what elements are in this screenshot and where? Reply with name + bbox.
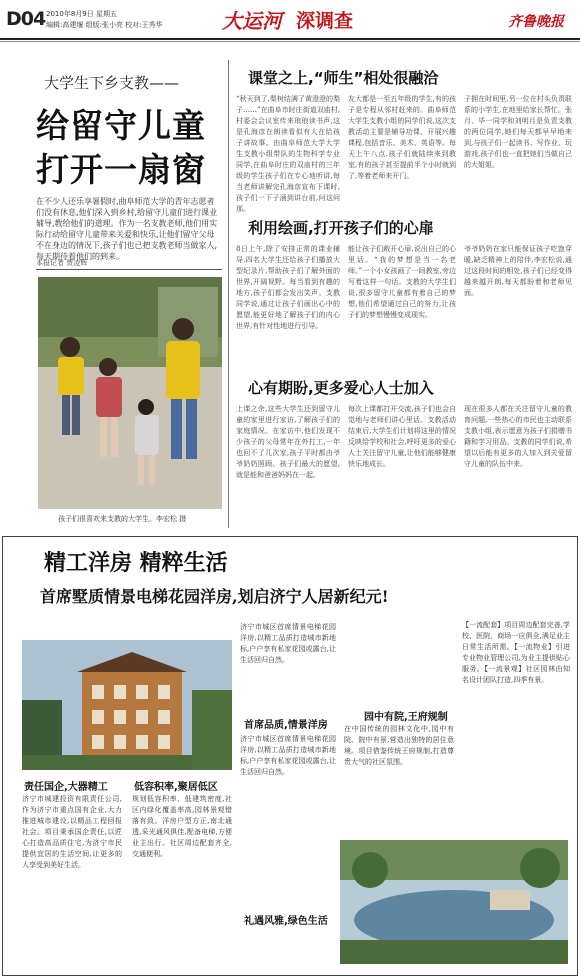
- column-separator: [228, 60, 229, 528]
- landscape-render-image: [340, 840, 568, 964]
- ad-col-3-text: 济宁市城区首席情景电梯花园洋房,以精工品质打造城市新地标,户户享有私家花园或露台,让生活回归自然。: [240, 735, 336, 776]
- page-header: [0, 0, 580, 42]
- children-photo: [38, 277, 222, 509]
- headline-line-1: 给留守儿童: [36, 106, 206, 145]
- section-2-heading: 利用绘画,打开孩子们的心扉: [248, 219, 434, 237]
- ad-subtitle: 首席墅质情景电梯花园洋房,划启济宁人居新纪元!: [40, 587, 389, 606]
- header-rule: [0, 38, 580, 40]
- building-render-image: [22, 640, 232, 770]
- ad-col-3-heading: 首席品质,情景洋房: [244, 720, 328, 731]
- intro-text: 在不少人还乐享暑假时,曲阜师范大学的青年志愿者们没有休息,他们深入到乡村,给留守儿童们进行课业辅导,教给他们的道理。作为一名支教老师,他们用实际行动给留守儿童带来关爱和快乐,让他们留守父母不在身边的情况下,孩子们也已把支教老师当做家人,每天期待着他们的到来。: [36, 197, 218, 261]
- ad-col-5-text: 【一流配套】项目周边配套完善,学校、医院、商场一应俱全,满足业主日常生活所需。【一流物业】引进专业物业管理公司,为业主提供贴心服务。【一流景观】社区园林由知名设计团队打造,四季有景。: [462, 621, 570, 684]
- date-line: 2010年8月9日 星期五: [46, 10, 117, 18]
- ad-col-4-text: 在中国传统的园林文化中,园中有院、院中有景,营造出独特的居住意境。项目借鉴传统王府规制,打造尊贵大气的社区氛围。: [344, 725, 454, 766]
- staff-line: 编辑:高建堰 组版:张小亮 校对:王秀华: [46, 21, 163, 29]
- kicker: 大学生下乡支教——: [44, 74, 180, 92]
- section-1-heading: 课堂之上,“师生”相处很融洽: [248, 69, 439, 87]
- section-1-col-1: “秋天到了,梨树结满了黄澄澄的梨子……”在曲阜市时庄街道双庙村,村委会会议室传来琅琅读书声,这是孔海彦在朗读看似有人在给孩子讲故事。由曲阜师范大学大学生支教小组带队的生物科学专业同学,在曲阜时庄的双庙村的三年级的学生孩子们在专心地听讲,每当老师讲解完孔海彦宣布下课时,孩子们一下子涌到讲台前,问这问那。: [236, 95, 340, 213]
- ad-col-4-heading: 园中有院,王府规制: [364, 712, 448, 723]
- section-3-col-2: 每次上课都打开交流,孩子们也会自觉地与老师们讲心里话。支教活动结束后,大学生们计划将这里的情况反映给学校和社会,呼吁更多的爱心人士关注留守儿童,让他们能够健康快乐地成长。: [348, 405, 456, 468]
- section-2-col-2: 能让孩子们敞开心扉,说出自己的心里话。“我的梦想是当一名老师。”一个小女孩画了一间教室,旁边写着这样一句话。支教的大学生们说,很多留守儿童都有着自己的梦想,他们希望通过自己的努力,让孩子们的梦想慢慢变成现实。: [348, 245, 456, 319]
- section-3-col-1: 上课之余,这些大学生还到留守儿童的家里进行家访,了解孩子们的家庭情况。在家访中,他们发现不少孩子的父母常年在外打工,一年也回不了几次家,孩子平时都由爷爷奶奶照顾。孩子们最大的愿望,就是能和爸爸妈妈在一起。: [236, 405, 340, 479]
- ad-col-2-text: 规划低容积率、低建筑密度,社区内绿化覆盖率高,园林景观错落有致。洋房户型方正,南北通透,采光通风俱佳,配备电梯,方便业主出行。社区周边配套齐全,交通便利。: [132, 795, 232, 858]
- ad-col-3-intro: 济宁市城区首席情景电梯花园洋房,以精工品质打造城市新地标,户户享有私家花园或露台,让生活回归自然。: [240, 623, 336, 664]
- column-name-2: 深调查: [296, 10, 354, 32]
- section-3-heading: 心有期盼,更多爱心人士加入: [248, 379, 434, 397]
- column-name-1: 大运河: [222, 9, 282, 33]
- section-3-col-3: 现在很多人都在关注留守儿童的教育问题,一些热心的市民也主动联系支教小组,表示愿意为孩子们捐赠书籍和学习用品。支教的同学们说,希望以后能有更多的人加入到关爱留守儿童的队伍中来。: [464, 405, 572, 468]
- ad-col-2-heading: 低容积率,聚居低区: [134, 782, 218, 793]
- section-2-col-3: 爷爷奶奶在家只能保证孩子吃饱穿暖,缺乏精神上的陪伴,李宏松说,通过这段时间的相处,孩子们已经变得越来越开朗,每天都盼着和老师见面。: [464, 245, 572, 297]
- page-number: D04: [6, 8, 46, 30]
- ad-title: 精工洋房 精粹生活: [44, 551, 228, 576]
- byline: 本报记者 贾凌辉: [36, 259, 88, 267]
- headline-line-2: 打开一扇窗: [36, 150, 206, 189]
- section-1-col-2: 友大都是一至五年级的学生,有的孩子是专程从邻村赶来的。曲阜师范大学生支教小组的同学们说,这次支教活动主要是辅导功课、开展兴趣课程,包括音乐、美术、英语等。每天上午八点,孩子们就陆续来到教室,有的孩子甚至提前半个小时就到了,等着老师来开门。: [348, 95, 456, 180]
- section-1-col-3: 子拥在时间里,另一位在村头负责联系的小学生,在地里给家长帮忙。张月、毕一同学和刘明月是负责支教的两位同学,她们每天都早早地来到,与孩子们一起读书、写作业、玩游戏,孩子们也一直把她们当做自己的大姐姐。: [464, 95, 572, 169]
- ad-col-3b-heading: 礼遇风雅,绿色生活: [244, 916, 328, 927]
- header-rule-thin: [0, 41, 580, 42]
- photo-caption: 孩子们很喜欢来支教的大学生。李宏松 摄: [58, 515, 187, 523]
- ad-col-1-text: 济宁市城建投资有限责任公司,作为济宁市重点国有企业,大力推进城市建设,以精品工程回报社会。项目秉承国企责任,以匠心打造高品质住宅,为济宁市民提供宜居的生活空间,让更多的人享受到美好生活。: [22, 795, 122, 869]
- ad-col-1-heading: 责任国企,大器精工: [24, 782, 108, 793]
- byline-rule: [36, 269, 222, 270]
- section-2-col-1: 8日上午,除了安排正常的课业辅导,四名大学生还给孩子们播放大型纪录片,帮助孩子们了解外面的世界,开阔视野。每当看到有趣的地方,孩子们都会发出笑声。支教同学说,通过让孩子们画出心中的愿望,能更好地了解孩子们的内心世界,有针对性地进行引导。: [236, 245, 340, 330]
- paper-name: 齐鲁晚报: [508, 14, 564, 30]
